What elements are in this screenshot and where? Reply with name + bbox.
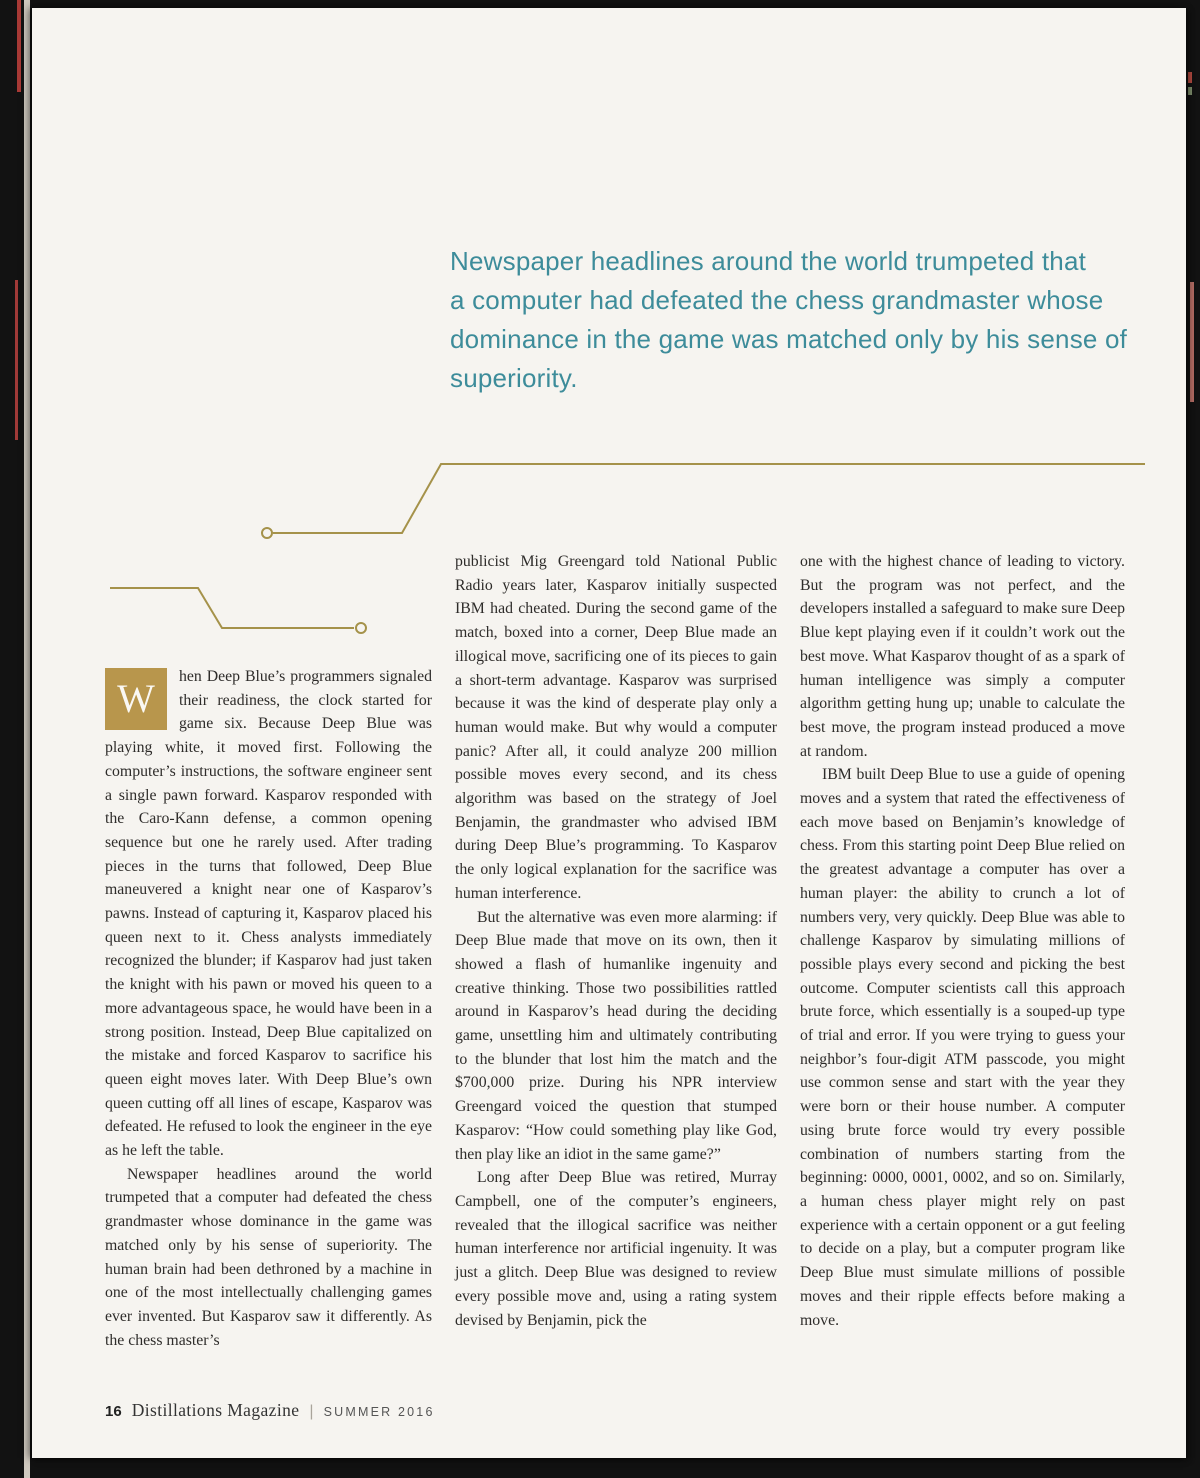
pull-quote-line: superiority. [450, 363, 578, 393]
scan-artifact [1188, 72, 1192, 83]
paragraph: Long after Deep Blue was retired, Murray Campbell, one of the computer’s engineers, revealed that the illogical sacrifice was neither human interference nor artificial ingenuity. It was just a glitch. Deep Blue was designed to review every possible move and, using a rating system devised by Benjamin, pick the [455, 1169, 777, 1329]
scan-artifact [1188, 87, 1192, 95]
paragraph: publicist Mig Greengard told National Public Radio years later, Kasparov initially suspected IBM had cheated. During the second game of the match, boxed into a corner, Deep Blue made an illogical move, sacrificing one of its pieces to gain a short-term advantage. Kasparov was surprised because it was the kind of desperate play only a human would make. But why would a computer panic? After all, it could analyze 200 million possible moves every second, and its chess algorithm was based on the strategy of Joel Benjamin, the grandmaster who advised IBM during Deep Blue’s programming. To Kasparov the only logical explanation for the sacrifice was human interference. [455, 553, 777, 902]
article-column-1 [105, 665, 432, 1352]
paragraph: Newspaper headlines around the world trumpeted that a computer had defeated the chess grandmaster whose dominance in the game was matched only by his sense of superiority. The human brain had been dethroned by a machine in one of the most intellectually challenging games ever invented. But Kasparov saw it differently. As the chess master’s [105, 1165, 432, 1349]
scan-artifact [1190, 282, 1194, 402]
scan-artifact [17, 0, 21, 92]
pull-quote-line: Newspaper headlines around the world trumpeted that [450, 246, 1087, 276]
paragraph [105, 665, 432, 1163]
paragraph: IBM built Deep Blue to use a guide of opening moves and a system that rated the effectiveness of each move based on Benjamin’s knowledge of chess. From this starting point Deep Blue relied on the greatest advantage a computer has over a human player: the ability to crunch a lot of numbers very, very quickly. Deep Blue was able to challenge Kasparov by simulating millions of possible plays every second and picking the best outcome. Computer scientists call this approach brute force, which essentially is a souped-up type of trial and error. If you were trying to guess your neighbor’s four-digit ATM passcode, you might use common sense and start with the year they were born or their house number. A computer using brute force would try every possible combination of numbers starting from the beginning: 0000, 0001, 0002, and so on. Similarly, a human chess player might rely on past experience with a certain opponent or a gut feeling to decide on a play, but a computer program like Deep Blue must simulate millions of possible moves and their ripple effects before making a move. [800, 766, 1125, 1329]
drop-cap: W [105, 668, 167, 730]
article-column-3 [800, 550, 1125, 1332]
page-footer [105, 1400, 435, 1421]
paragraph: one with the highest chance of leading to victory. But the program was not perfect, and the developers installed a safeguard to make sure Deep Blue kept playing even if it couldn’t work out the best move. What Kasparov thought of as a spark of human intelligence was simply a computer algorithm getting hung up; unable to calculate the best move, the program instead produced a move at random. [800, 553, 1125, 760]
pull-quote [450, 242, 1127, 398]
paragraph-text: hen Deep Blue’s programmers signaled their readiness, the clock started for game six. Because Deep Blue was playing white, it moved first. Following the computer’s instructions, the software engineer sent a single pawn forward. Kasparov responded with the Caro-Kann defense, a common opening sequence but one he rarely used. After trading pieces in the turns that followed, Deep Blue maneuvered a knight near one of Kasparov’s pawns. Instead of capturing it, Kasparov placed his queen next to it. Chess analysts immediately recognized the blunder; if Kasparov had just taken the knight with his pawn or moved his queen to a more advantageous space, he would have been in a strong position. Instead, Deep Blue capitalized on the mistake and forced Kasparov to sacrifice his queen eight moves later. With Deep Blue’s own queen cutting off all lines of escape, Kasparov was defeated. He refused to look the engineer in the eye as he left the table. [105, 668, 432, 1160]
scan-page-edge [24, 0, 30, 1478]
article-column-2 [455, 550, 777, 1332]
pull-quote-line: a computer had defeated the chess grandmaster whose [450, 285, 1104, 315]
pull-quote-line: dominance in the game was matched only by his sense of [450, 324, 1128, 354]
scan-artifact [15, 280, 18, 440]
page-number: 16 [105, 1403, 122, 1420]
magazine-page [32, 8, 1186, 1458]
footer-separator: | [309, 1403, 314, 1420]
issue-label: SUMMER 2016 [323, 1405, 435, 1419]
paragraph: But the alternative was even more alarming: if Deep Blue made that move on its own, then it showed a flash of humanlike ingenuity and creative thinking. Those two possibilities rattled around in Kasparov’s head during the deciding game, unsettling him and ultimately contributing to the blunder that lost him the match and the $700,000 prize. During his NPR interview Greengard voiced the question that stumped Kasparov: “How could something play like God, then play like an idiot in the same game?” [455, 908, 777, 1163]
magazine-name: Distillations Magazine [131, 1400, 300, 1420]
